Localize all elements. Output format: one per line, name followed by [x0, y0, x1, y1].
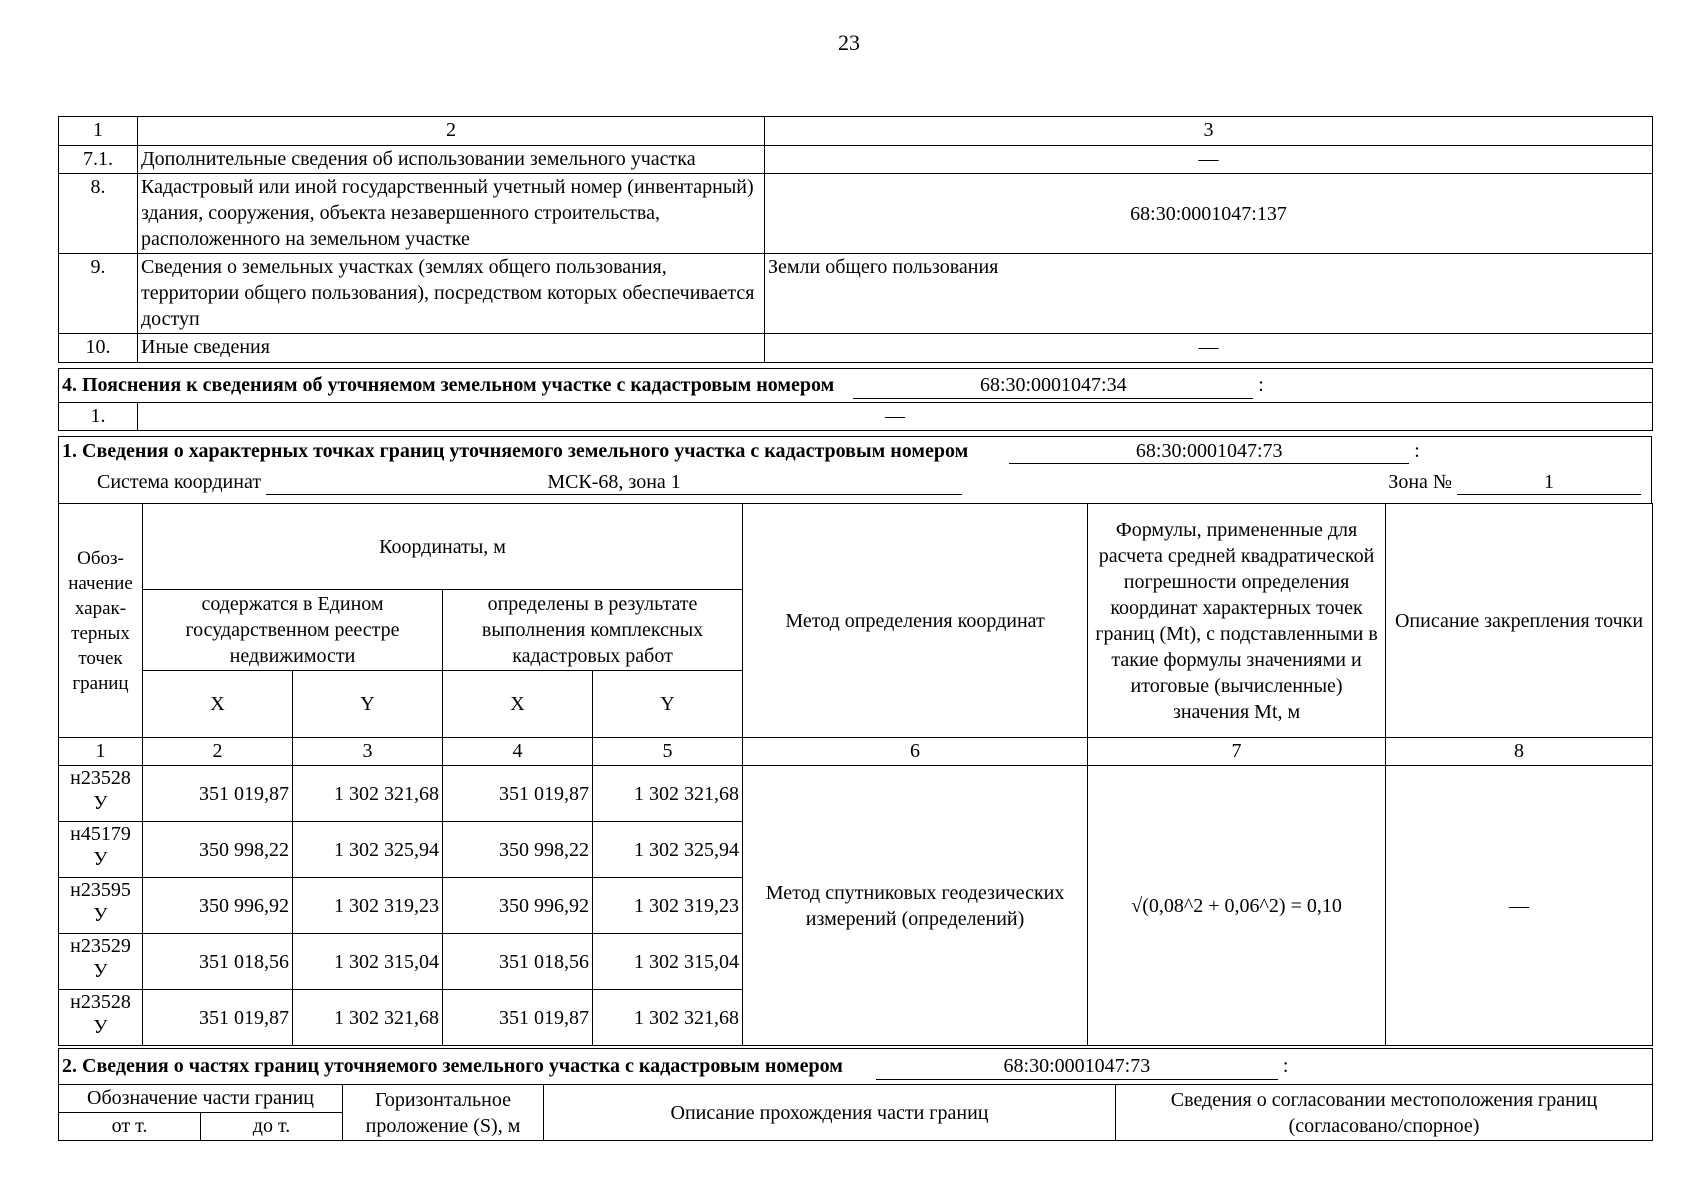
header-horizontal-distance: Горизонтальное проложение (S), м [343, 1085, 544, 1141]
point-name: н23529 У [59, 934, 143, 990]
points-table [58, 503, 1653, 1046]
row-number: 8. [59, 174, 138, 254]
row-label: Дополнительные сведения об использовании земельного участка [138, 146, 765, 174]
section-4-row-value: — [138, 403, 1653, 431]
point-y-egrn: 1 302 319,23 [293, 878, 443, 934]
col-number-2: 2 [143, 738, 293, 766]
col-number-4: 4 [443, 738, 593, 766]
point-y-kkr: 1 302 319,23 [593, 878, 743, 934]
header-x-egrn: X [143, 671, 293, 738]
header-y-egrn: Y [293, 671, 443, 738]
point-x-kkr: 350 996,92 [443, 878, 593, 934]
row-value: 68:30:0001047:137 [765, 174, 1653, 254]
zone-label: Зона № [1388, 471, 1452, 493]
section-2-header [59, 1049, 1653, 1085]
header-x-kkr: X [443, 671, 593, 738]
section-2-block [58, 1048, 1652, 1141]
zone-value: 1 [1457, 471, 1641, 495]
section-2-cadastral: 68:30:0001047:73 [876, 1053, 1278, 1080]
point-x-kkr: 351 019,87 [443, 990, 593, 1046]
row-value: Земли общего пользования [765, 254, 1653, 334]
point-x-egrn: 350 996,92 [143, 878, 293, 934]
header-agreement: Сведения о согласовании местоположения границ (согласовано/спорное) [1116, 1085, 1653, 1141]
header-method: Метод определения координат [743, 504, 1088, 738]
header-passage-description: Описание прохождения части границ [544, 1085, 1116, 1141]
point-name: н45179 У [59, 822, 143, 878]
top-info-table [58, 116, 1652, 363]
point-x-kkr: 351 018,56 [443, 934, 593, 990]
row-number: 10. [59, 334, 138, 363]
point-y-kkr: 1 302 325,94 [593, 822, 743, 878]
section-4-title: 4. Пояснения к сведениям об уточняемом земельном участке с кадастровым номером [62, 374, 835, 396]
header-from-point: от т. [59, 1113, 201, 1141]
coordinate-method: Метод спутниковых геодезических измерений (определений) [743, 766, 1088, 1046]
col-number-7: 7 [1088, 738, 1386, 766]
point-x-kkr: 350 998,22 [443, 822, 593, 878]
row-number: 9. [59, 254, 138, 334]
header-egrn-coords: содержатся в Едином государственном реестре недвижимости [143, 590, 443, 671]
point-name: н23528 У [59, 766, 143, 822]
point-x-egrn: 351 019,87 [143, 766, 293, 822]
section-1-block [58, 436, 1652, 1046]
section-4-cadastral: 68:30:0001047:34 [853, 372, 1253, 399]
section-4-row-number: 1. [59, 403, 138, 431]
point-y-egrn: 1 302 321,68 [293, 990, 443, 1046]
section-1-header [58, 436, 1652, 503]
section-2-colon: : [1282, 1055, 1289, 1077]
point-y-kkr: 1 302 321,68 [593, 990, 743, 1046]
header-y-kkr: Y [593, 671, 743, 738]
point-x-egrn: 351 019,87 [143, 990, 293, 1046]
point-fixing-description: — [1386, 766, 1653, 1046]
point-y-egrn: 1 302 325,94 [293, 822, 443, 878]
header-point-description: Описание закрепления точки [1386, 504, 1653, 738]
header-kkr-coords: определены в результате выполнения комплексных кадастровых работ [443, 590, 743, 671]
col-number-6: 6 [743, 738, 1088, 766]
header-to-point: до т. [201, 1113, 343, 1141]
row-label: Иные сведения [138, 334, 765, 363]
section-1-colon: : [1414, 440, 1420, 462]
point-y-kkr: 1 302 321,68 [593, 766, 743, 822]
section-1-title: 1. Сведения о характерных точках границ уточняемого земельного участка с кадастровым номером [62, 440, 969, 462]
col-number-8: 8 [1386, 738, 1653, 766]
col-number-5: 5 [593, 738, 743, 766]
row-value: — [765, 334, 1653, 363]
page-number: 23 [838, 30, 860, 55]
point-y-egrn: 1 302 321,68 [293, 766, 443, 822]
row-number: 7.1. [59, 146, 138, 174]
point-name: н23528 У [59, 990, 143, 1046]
col-header-1: 1 [59, 117, 138, 146]
row-label: Сведения о земельных участках (землях общего пользования, территории общего пользования), посредством которых обеспечивается доступ [138, 254, 765, 334]
coord-system-label: Система координат [97, 471, 262, 493]
col-number-3: 3 [293, 738, 443, 766]
point-name: н23595 У [59, 878, 143, 934]
section-2-title: 2. Сведения о частях границ уточняемого земельного участка с кадастровым номером [62, 1055, 843, 1077]
mt-formula: √(0,08^2 + 0,06^2) = 0,10 [1088, 766, 1386, 1046]
coord-system-value: МСК-68, зона 1 [266, 471, 962, 495]
section-1-cadastral: 68:30:0001047:73 [1009, 440, 1409, 464]
point-y-kkr: 1 302 315,04 [593, 934, 743, 990]
header-coordinates: Координаты, м [143, 504, 743, 590]
point-y-egrn: 1 302 315,04 [293, 934, 443, 990]
col-number-1: 1 [59, 738, 143, 766]
col-header-2: 2 [138, 117, 765, 146]
section-4-colon: : [1258, 374, 1264, 396]
header-point-designation: Обоз- начение харак- терных точек границ [59, 504, 143, 738]
header-boundary-part: Обозначение части границ [59, 1085, 343, 1113]
header-formula: Формулы, примененные для расчета средней квадратической погрешности определения координат характерных точек границ (Mt), с подставленными в такие формулы значениями и итоговые (вычисленные) значения Mt, м [1088, 504, 1386, 738]
section-4-header [59, 369, 1653, 403]
section-4-table [58, 368, 1652, 431]
point-x-egrn: 351 018,56 [143, 934, 293, 990]
col-header-3: 3 [765, 117, 1653, 146]
point-x-egrn: 350 998,22 [143, 822, 293, 878]
point-x-kkr: 351 019,87 [443, 766, 593, 822]
row-label: Кадастровый или иной государственный учетный номер (инвентарный) здания, сооружения, объекта незавершенного строительства, расположенного на земельном участке [138, 174, 765, 254]
row-value: — [765, 146, 1653, 174]
